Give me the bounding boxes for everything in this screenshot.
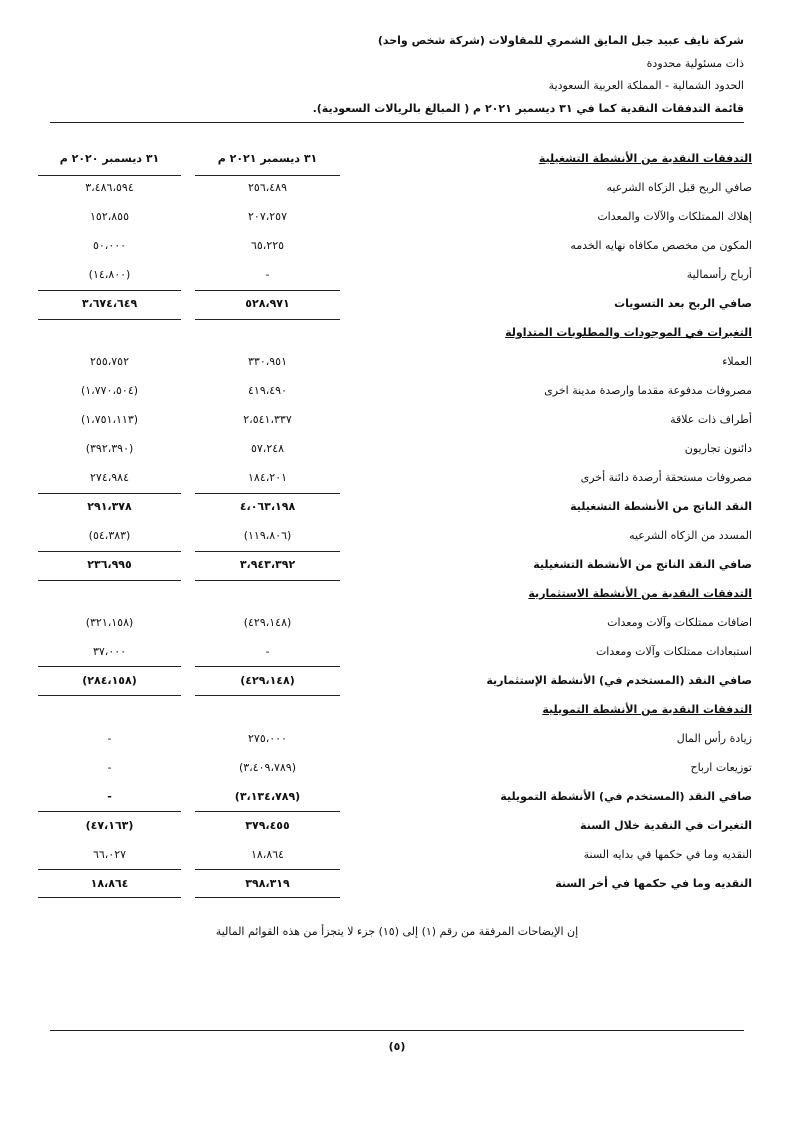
table-row [0,877,794,897]
table-row [0,239,794,259]
section-heading: التدفقات النقدية من الأنشطة التمويلية [542,703,752,716]
column-rule [38,580,181,581]
row-label: إهلاك الممتلكات والآلات والمعدات [597,210,752,223]
legal-form: ذات مسئولية محدودة [646,56,744,70]
value-2021: (٣،١٣٤،٧٨٩) [234,790,301,803]
value-2021: ٣،٩٤٣،٣٩٢ [239,558,296,571]
value-2020: (٣٢١،١٥٨) [85,616,134,629]
column-rule [195,319,340,320]
row-label: أرباح رأسمالية [686,268,752,281]
value-2020: ٥٠،٠٠٠ [92,239,127,252]
value-2021: ٥٢٨،٩٧١ [245,297,290,310]
value-2020: ١٨،٨٦٤ [90,877,129,890]
value-2020: (٤٧،١٦٣) [85,819,134,832]
row-label: صافي الربح بعد التسويات [614,297,752,310]
section-heading: التدفقات النقدية من الأنشطة التشغيلية [538,152,752,165]
footer-divider [50,1030,744,1031]
table-row [0,413,794,433]
value-2020: ٢٥٥،٧٥٢ [90,355,129,368]
value-2021: (١١٩،٨٠٦) [243,529,292,542]
table-row [0,819,794,839]
table-row [0,703,794,723]
row-label: أطراف ذات علاقة [670,413,752,426]
value-2021: ٦٥،٢٢٥ [250,239,285,252]
value-2021: ٣٩٨،٣١٩ [245,877,290,890]
company-name: شركة نايف عبيد جبل المايق الشمري للمقاولات (شركة شخص واحد) [377,34,744,47]
column-rule [38,695,181,696]
column-rule [195,493,340,494]
column-rule [38,175,181,176]
column-header-2021: ٣١ ديسمبر ٢٠٢١ م [217,152,318,165]
column-rule [38,811,181,812]
value-2021: ٤،٠٦٣،١٩٨ [239,500,296,513]
value-2020: - [107,761,112,774]
value-2020: - [107,732,112,745]
table-row [0,181,794,201]
value-2021: (٣،٤٠٩،٧٨٩) [238,761,297,774]
table-row [0,442,794,462]
value-2021: - [265,268,270,281]
row-label: توزيعات ارباح [690,761,752,774]
row-label: دائنون تجاريون [684,442,752,455]
value-2020: (١،٧٧٠،٥٠٤) [80,384,139,397]
column-rule [195,869,340,870]
row-label: اضافات ممتلكات وآلات ومعدات [607,616,752,629]
row-label: العملاء [722,355,752,368]
value-2020: (١،٧٥١،١١٣) [80,413,139,426]
value-2021: ٤١٩،٤٩٠ [248,384,287,397]
value-2021: ٢،٥٤١،٣٣٧ [243,413,292,426]
value-2020: - [107,790,112,803]
value-2021: ١٨،٨٦٤ [250,848,285,861]
value-2021: ٥٧،٢٤٨ [250,442,285,455]
column-rule [195,666,340,667]
table-row [0,790,794,810]
row-label: النقديه وما في حكمها في بدايه السنة [583,848,752,861]
value-2021: (٤٢٩،١٤٨) [240,674,295,687]
value-2021: (٤٢٩،١٤٨) [243,616,292,629]
row-label: زيادة رأس المال [676,732,752,745]
row-label: النقديه وما في حكمها في أخر السنة [555,877,752,890]
value-2020: ٣،٦٧٤،٦٤٩ [81,297,138,310]
value-2021: - [265,645,270,658]
value-2020: ٢٩١،٣٧٨ [87,500,132,513]
header-divider [50,122,744,123]
column-rule [195,580,340,581]
column-rule [38,319,181,320]
value-2020: ٢٧٤،٩٨٤ [90,471,129,484]
company-location: الحدود الشمالية - المملكة العربية السعودية [548,79,744,92]
column-rule [195,290,340,291]
value-2021: ٣٧٩،٤٥٥ [245,819,290,832]
table-row [0,587,794,607]
table-row [0,645,794,665]
row-label: استبعادات ممتلكات وآلات ومعدات [595,645,752,658]
row-label: صافي النقد (المستخدم في) الأنشطة الإستثمارية [486,674,752,687]
row-label: النقد الناتج من الأنشطة التشغيلية [570,500,752,513]
page-number: (٥) [388,1040,406,1053]
value-2020: ٢٣٦،٩٩٥ [87,558,132,571]
table-row [0,326,794,346]
value-2020: ١٥٢،٨٥٥ [90,210,129,223]
statement-header [50,32,744,122]
row-label: مصروفات مستحقة أرصدة دائنة أخرى [580,471,752,484]
table-row [0,500,794,520]
column-rule [38,551,181,552]
table-row [0,355,794,375]
value-2020: ٣،٤٨٦،٥٩٤ [85,181,134,194]
table-row [0,616,794,636]
table-row [0,732,794,752]
table-row [0,268,794,288]
column-rule [195,695,340,696]
value-2020: (٥٤،٣٨٣) [88,529,131,542]
column-rule [38,493,181,494]
column-header-2020: ٣١ ديسمبر ٢٠٢٠ م [59,152,160,165]
table-row [0,210,794,230]
value-2021: ٣٣٠،٩٥١ [248,355,287,368]
column-rule [195,811,340,812]
table-row [0,471,794,491]
value-2021: ١٨٤،٢٠١ [248,471,287,484]
table-row [0,558,794,578]
table-row [0,848,794,868]
table-row [0,152,794,172]
table-row [0,297,794,317]
row-label: المكون من مخصص مكافاه نهايه الخدمه [570,239,752,252]
table-row [0,384,794,404]
row-label: مصروفات مدفوعة مقدما وارصدة مدينة اخرى [544,384,752,397]
value-2020: (٣٩٢،٣٩٠) [85,442,134,455]
column-rule [195,897,340,898]
table-row [0,529,794,549]
value-2021: ٢٥٦،٤٨٩ [248,181,287,194]
column-rule [38,290,181,291]
row-label: المسدد من الزكاه الشرعيه [629,529,752,542]
column-rule [38,869,181,870]
column-rule [38,666,181,667]
value-2021: ٢٠٧،٢٥٧ [248,210,287,223]
column-rule [38,897,181,898]
statement-title: قائمة التدفقات النقدية كما في ٣١ ديسمبر ٢٠٢١ م ( المبالغ بالريالات السعودية). [312,101,744,115]
column-rule [195,551,340,552]
section-heading: التدفقات النقدية من الأنشطة الاستثمارية [528,587,752,600]
row-label: صافي النقد الناتج من الأنشطة التشغيلية [533,558,752,571]
value-2020: (٢٨٤،١٥٨) [82,674,137,687]
row-label: صافي النقد (المستخدم في) الأنشطة التمويلية [500,790,752,803]
footnote: إن الإيضاحات المرفقة من رقم (١) إلى (١٥) جزء لا يتجزأ من هذه القوائم المالية [215,925,579,938]
value-2020: ٦٦،٠٢٧ [92,848,127,861]
section-heading: التغيرات في الموجودات والمطلوبات المتداولة [505,326,752,339]
row-label: صافي الربح قبل الزكاه الشرعيه [606,181,752,194]
value-2020: ٣٧،٠٠٠ [92,645,127,658]
column-rule [195,175,340,176]
table-row [0,674,794,694]
table-row [0,761,794,781]
value-2021: ٢٧٥،٠٠٠ [248,732,287,745]
row-label: التغيرات في النقدية خلال السنة [580,819,752,832]
value-2020: (١٤،٨٠٠) [88,268,131,281]
